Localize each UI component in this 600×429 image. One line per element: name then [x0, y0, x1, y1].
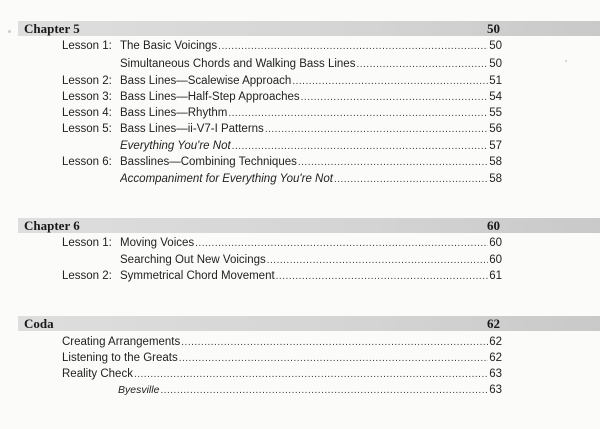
lesson-label: Lesson 2:: [62, 75, 112, 87]
entry-page: 56: [489, 123, 502, 135]
toc-row: [0, 366, 600, 382]
coda-header: [18, 316, 600, 331]
toc-row: [0, 105, 600, 121]
entry-title: Moving Voices: [120, 237, 195, 249]
scan-speck: [8, 30, 11, 33]
toc-entry[interactable]: [62, 334, 502, 350]
entry-title: Bass Lines—ii-V7-I Patterns: [120, 123, 264, 135]
toc-row: [0, 235, 600, 251]
entry-page: 60: [489, 237, 502, 249]
toc-row: [0, 89, 600, 105]
toc-row: [0, 38, 600, 54]
toc-entry[interactable]: [120, 105, 502, 121]
entry-page: 58: [489, 173, 502, 185]
entry-title: Simultaneous Chords and Walking Bass Lines: [120, 58, 356, 70]
lesson-label: Lesson 6:: [62, 156, 112, 168]
toc-row: [0, 138, 600, 154]
toc-entry[interactable]: [120, 38, 502, 54]
leader-dots: [218, 39, 488, 54]
toc-entry[interactable]: [120, 73, 502, 89]
entry-title: Reality Check: [62, 368, 133, 380]
leader-dots: [134, 367, 488, 382]
entry-title: Bass Lines—Scalewise Approach: [120, 75, 292, 87]
entry-title: The Basic Voicings: [120, 40, 218, 52]
toc-row: [0, 171, 600, 187]
entry-page: 63: [489, 368, 502, 380]
toc-row: [0, 252, 600, 268]
leader-dots: [298, 155, 488, 170]
leader-dots: [181, 335, 488, 350]
coda-title: Coda: [24, 316, 54, 331]
leader-dots: [232, 139, 489, 154]
entry-page: 51: [489, 75, 502, 87]
chapter-6-title: Chapter 6: [24, 218, 80, 233]
entry-page: 50: [489, 58, 502, 70]
toc-row: [0, 73, 600, 89]
toc-row: [0, 154, 600, 170]
entry-title: Creating Arrangements: [62, 336, 181, 348]
toc-row: [0, 334, 600, 350]
leader-dots: [334, 172, 488, 187]
toc-entry[interactable]: [62, 350, 502, 366]
entry-title: Searching Out New Voicings: [120, 254, 266, 266]
scan-speck: [565, 60, 567, 62]
leader-dots: [195, 236, 488, 251]
leader-dots: [160, 383, 488, 398]
entry-page: 57: [489, 140, 502, 152]
entry-page: 58: [489, 156, 502, 168]
toc-row: [0, 268, 600, 284]
chapter-6-header: [18, 218, 600, 233]
lesson-label: Lesson 1:: [62, 40, 112, 52]
leader-dots: [265, 122, 488, 137]
leader-dots: [356, 57, 488, 72]
entry-page: 61: [489, 270, 502, 282]
toc-entry[interactable]: [120, 138, 502, 154]
chapter-5-page: 50: [487, 21, 500, 36]
chapter-5-title: Chapter 5: [24, 21, 80, 36]
toc-entry[interactable]: [120, 154, 502, 170]
chapter-6-page: 60: [487, 218, 500, 233]
leader-dots: [267, 253, 488, 268]
toc-row: [0, 121, 600, 137]
lesson-label: Lesson 4:: [62, 107, 112, 119]
entry-title: Byesville: [118, 384, 160, 396]
entry-page: 55: [489, 107, 502, 119]
leader-dots: [301, 90, 489, 105]
entry-title: Basslines—Combining Techniques: [120, 156, 297, 168]
toc-row: [0, 56, 600, 72]
coda-section: [0, 316, 600, 331]
toc-entry[interactable]: [120, 89, 502, 105]
lesson-label: Lesson 1:: [62, 237, 112, 249]
chapter-5-header: [18, 21, 600, 36]
coda-page: 62: [487, 316, 500, 331]
leader-dots: [292, 74, 488, 89]
entry-page: 62: [489, 336, 502, 348]
entry-title: Bass Lines—Rhythm: [120, 107, 228, 119]
leader-dots: [228, 106, 488, 121]
toc-entry[interactable]: [62, 366, 502, 382]
leader-dots: [179, 351, 488, 366]
toc-entry[interactable]: [120, 252, 502, 268]
lesson-label: Lesson 5:: [62, 123, 112, 135]
entry-page: 62: [489, 352, 502, 364]
leader-dots: [276, 269, 489, 284]
entry-title: Listening to the Greats: [62, 352, 178, 364]
chapter-5-section: [0, 21, 600, 36]
entry-title: Accompaniment for Everything You're Not: [120, 173, 333, 185]
toc-entry[interactable]: [120, 171, 502, 187]
chapter-6-section: [0, 218, 600, 233]
entry-title: Bass Lines—Half-Step Approaches: [120, 91, 300, 103]
entry-title: Everything You're Not: [120, 140, 231, 152]
toc-entry[interactable]: [120, 235, 502, 251]
lesson-label: Lesson 2:: [62, 270, 112, 282]
toc-entry[interactable]: [120, 121, 502, 137]
toc-entry[interactable]: [120, 56, 502, 72]
toc-row: [0, 382, 600, 398]
entry-title: Symmetrical Chord Movement: [120, 270, 275, 282]
entry-page: 60: [489, 254, 502, 266]
entry-page: 54: [489, 91, 502, 103]
toc-entry[interactable]: [120, 268, 502, 284]
entry-page: 63: [489, 384, 502, 396]
lesson-label: Lesson 3:: [62, 91, 112, 103]
toc-entry[interactable]: [118, 382, 502, 398]
toc-row: [0, 350, 600, 366]
entry-page: 50: [489, 40, 502, 52]
